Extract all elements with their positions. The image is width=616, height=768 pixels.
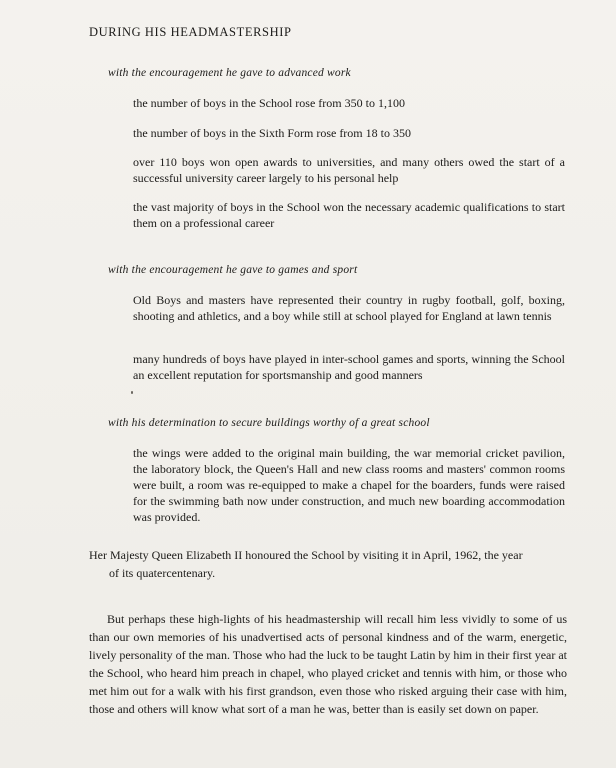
list-item: many hundreds of boys have played in inter-school games and sports, winning the School an excellent reputation for sportsmanship and good manners	[133, 352, 565, 382]
section-heading-games-sport: with the encouragement he gave to games and sport	[108, 264, 358, 276]
list-item: Old Boys and masters have represented their country in rugby football, golf, boxing, shooting and athletics, and a boy while still at school played for England at lawn tennis	[133, 293, 565, 323]
list-item: the wings were added to the original main building, the war memorial cricket pavilion, the laboratory block, the Queen's Hall and new class rooms and masters' common rooms were built, a room was re-equipped to make a chapel for the boarders, funds were raised for the swimming bath now under construction, and much new boarding accommodation was provided.	[133, 446, 565, 524]
page-title: DURING HIS HEADMASTERSHIP	[89, 25, 292, 39]
closing-paragraph: But perhaps these high-lights of his headmastership will recall him less vividly to some of us than our own memories of his unadvertised acts of personal kindness and of the warm, energetic, lively personality of the man. Those who had the luck to be taught Latin by him in their first year at the School, who heard him preach in chapel, who played cricket and tennis with him, or those who met him out for a walk with his first grandson, even those who risked arguing their case with him, those and others will know what sort of a man he was, better than is easily set down on paper.	[89, 612, 567, 716]
section-heading-advanced-work: with the encouragement he gave to advanced work	[108, 67, 351, 79]
royal-visit-statement	[89, 546, 567, 582]
list-item: over 110 boys won open awards to universities, and many others owed the start of a successful university career largely to his personal help	[133, 155, 565, 185]
section-heading-buildings: with his determination to secure buildings worthy of a great school	[108, 417, 430, 429]
list-item: the number of boys in the School rose from 350 to 1,100	[133, 96, 405, 110]
list-item: the number of boys in the Sixth Form rose from 18 to 350	[133, 126, 411, 140]
royal-visit-line-1: Her Majesty Queen Elizabeth II honoured the School by visiting it in April, 1962, the year	[89, 548, 523, 562]
list-item: the vast majority of boys in the School won the necessary academic qualifications to start them on a professional career	[133, 200, 565, 230]
royal-visit-line-2: of its quatercentenary.	[109, 566, 216, 580]
ink-speck	[131, 391, 133, 394]
